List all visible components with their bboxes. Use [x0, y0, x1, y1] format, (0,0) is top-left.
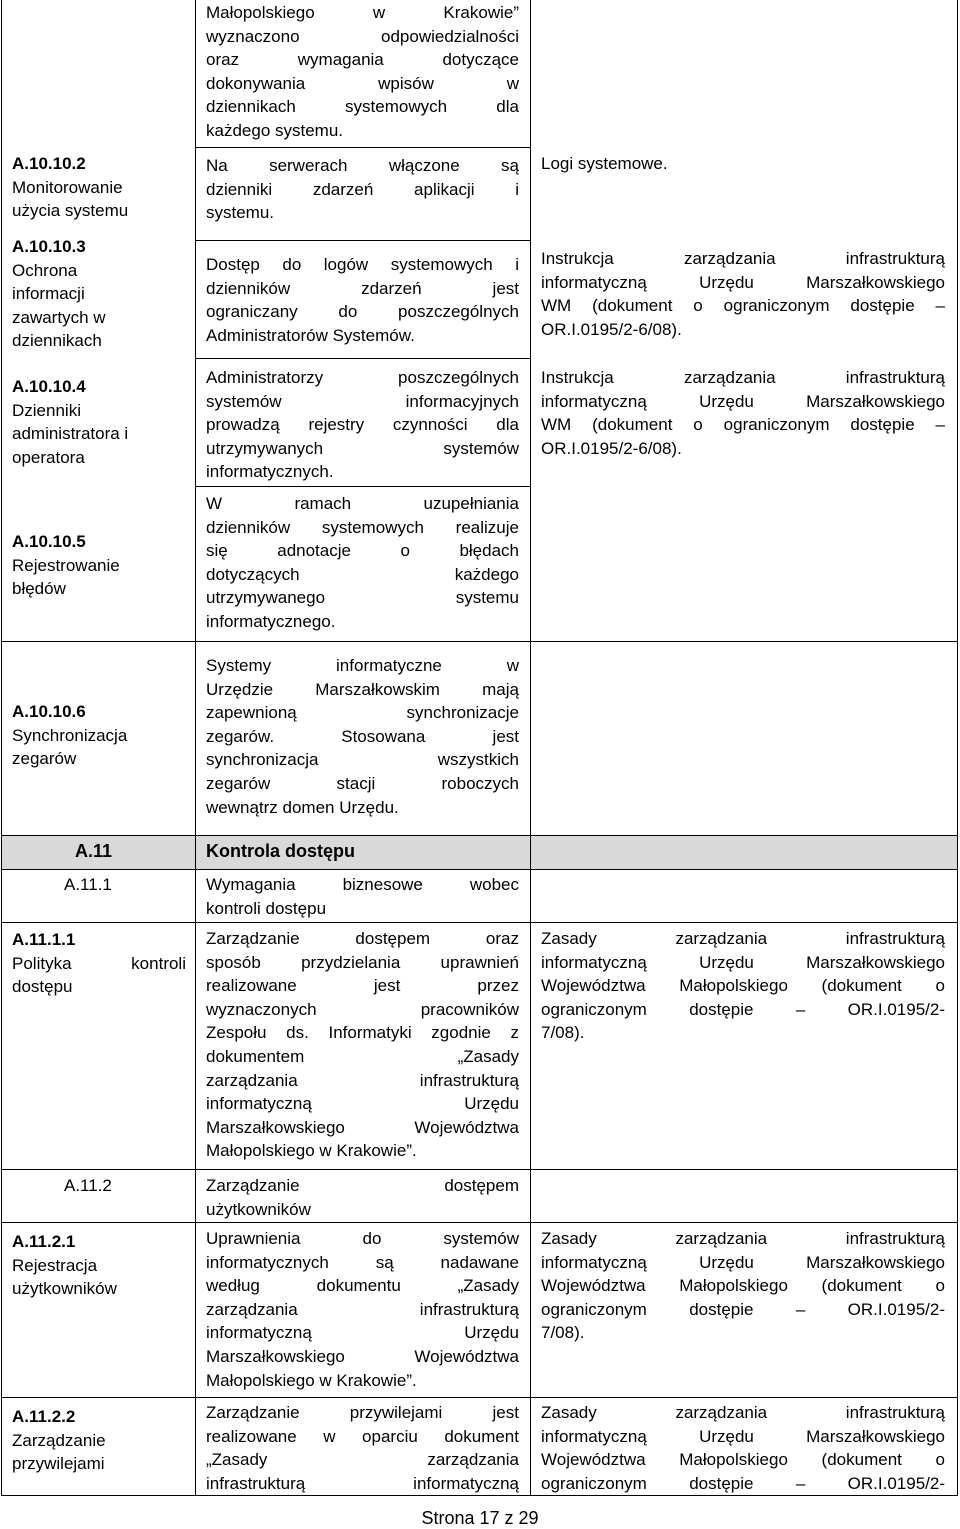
text-line: wyznaczonych pracowników — [206, 999, 519, 1019]
text-line: Administratorów Systemów. — [206, 325, 415, 345]
text-line: oraz wymagania dotyczące — [206, 50, 519, 70]
row-a1122 — [12, 1405, 190, 1476]
row-name-line: Synchronizacja — [12, 725, 128, 745]
text-line: informatyczną Urzędu — [206, 1094, 519, 1114]
text-line: W ramach uzupełniania — [206, 494, 519, 513]
text-line: Logi systemowe. — [541, 154, 668, 173]
row-a1111 — [12, 928, 186, 999]
text-line: informatyczną Urzędu Marszałkowskiego — [541, 1426, 945, 1446]
text-line: dzienników systemowych realizuje — [206, 517, 519, 537]
text-line: Marszałkowskiego Województwa — [206, 1117, 519, 1137]
row-name-line: administratora i — [12, 424, 129, 444]
text-line: informatycznych są nadawane — [206, 1252, 519, 1272]
section-title: Kontrola dostępu — [206, 841, 355, 861]
text-line: OR.I.0195/2-6/08). — [541, 438, 682, 458]
row-name-line: Zarządzanie — [12, 1430, 106, 1450]
text-line: Małopolskiego w Krakowie” — [206, 3, 519, 22]
subsection-id: A.11.1 — [64, 875, 112, 894]
text-line: informatyczną Urzędu Marszałkowskiego — [541, 272, 945, 292]
table-border-right — [957, 0, 958, 1496]
row-id: A.10.10.5 — [12, 532, 86, 551]
page-number: Strona 17 z 29 — [421, 1508, 539, 1528]
ref-admin-logs — [541, 366, 945, 460]
row-name-line: Ochrona — [12, 260, 78, 280]
text-line: Zasady zarządzania infrastrukturą — [541, 929, 945, 948]
row-id: A.10.10.6 — [12, 702, 86, 721]
text-line: utrzymywanych systemów — [206, 438, 519, 458]
text-line: zegarów. Stosowana jest — [206, 726, 519, 746]
text-line: 7/08). — [541, 1023, 585, 1043]
text-line: synchronizacja wszystkich — [206, 750, 519, 770]
text-line: informatyczną Urzędu Marszałkowskiego — [541, 1252, 945, 1272]
text-line: WM (dokument o ograniczonym dostępie – — [541, 415, 945, 435]
row-id: A.11.1.1 — [12, 930, 76, 949]
text-line: informatycznego. — [206, 611, 336, 631]
cell-access-policy — [206, 927, 519, 1163]
text-line: WM (dokument o ograniczonym dostępie – — [541, 296, 945, 316]
text-line: Dostęp do logów systemowych i — [206, 255, 519, 274]
row-a10102 — [12, 152, 190, 223]
cell-divider — [195, 486, 531, 487]
ref-monitoring — [541, 152, 945, 176]
cell-divider — [195, 240, 531, 241]
cell-divider — [195, 358, 531, 359]
row-name-line: Polityka kontroli — [12, 953, 186, 973]
text-line: systemów informacyjnych — [206, 391, 519, 411]
text-line: Instrukcja zarządzania infrastrukturą — [541, 368, 945, 387]
text-line: infrastrukturą informatyczną — [206, 1473, 519, 1493]
text-line: dziennikach systemowych dla — [206, 97, 519, 117]
text-line: zegarów stacji roboczych — [206, 773, 519, 793]
section-header-band — [1, 835, 957, 869]
row-divider — [1, 869, 958, 870]
row-name-line: błędów — [12, 579, 66, 599]
text-line: ograniczonym dostępie – OR.I.0195/2- — [541, 1473, 945, 1493]
text-line: wyznaczono odpowiedzialności — [206, 26, 519, 46]
text-line: każdego systemu. — [206, 120, 344, 140]
row-a10103 — [12, 235, 190, 353]
text-line: Zasady zarządzania infrastrukturą — [541, 1229, 945, 1248]
row-name-line: zawartych w — [12, 307, 106, 327]
row-id: A.10.10.4 — [12, 377, 86, 396]
row-divider — [1, 641, 958, 642]
text-line: informatyczną Urzędu Marszałkowskiego — [541, 391, 945, 411]
text-line: systemu. — [206, 203, 275, 223]
row-id: A.11.2.1 — [12, 1232, 76, 1251]
text-line: dzienniki zdarzeń aplikacji i — [206, 179, 519, 199]
text-line: ograniczonym dostępie – OR.I.0195/2- — [541, 1299, 945, 1319]
text-line: dokonywania wpisów w — [206, 73, 519, 93]
text-line: zarządzania infrastrukturą — [206, 1299, 519, 1319]
text-line: kontroli dostępu — [206, 898, 327, 918]
ref-privilege-management — [541, 1401, 945, 1495]
text-line: Wymagania biznesowe wobec — [206, 875, 519, 894]
row-name-line: użycia systemu — [12, 201, 129, 221]
text-line: Małopolskiego w Krakowie”. — [206, 1141, 417, 1161]
row-name-line: dziennikach — [12, 331, 102, 351]
table-border-col1 — [195, 0, 196, 1496]
text-line: Marszałkowskiego Województwa — [206, 1346, 519, 1366]
text-line: ograniczonym dostępie – OR.I.0195/2- — [541, 999, 945, 1019]
text-line: Zarządzanie dostępem oraz — [206, 929, 519, 948]
text-line: dokumentem „Zasady — [206, 1046, 519, 1066]
text-line: Urzędzie Marszałkowskim mają — [206, 679, 519, 699]
subsection-title — [206, 1174, 519, 1221]
table-border-left — [1, 0, 2, 1496]
cell-log-protection — [206, 253, 519, 347]
row-name-line: informacji — [12, 284, 85, 304]
cell-error-logging — [206, 492, 519, 634]
row-name-line: Rejestracja — [12, 1255, 98, 1275]
text-line: utrzymywanego systemu — [206, 588, 519, 608]
text-line: Województwa Małopolskiego (dokument o — [541, 1450, 945, 1470]
text-line: wewnątrz domen Urzędu. — [206, 797, 399, 817]
cell-clock-sync — [206, 654, 519, 819]
cell-divider — [195, 147, 531, 148]
row-id: A.11.2.2 — [12, 1407, 76, 1426]
text-line: Województwa Małopolskiego (dokument o — [541, 1276, 945, 1296]
row-a10104 — [12, 375, 190, 469]
row-a10106 — [12, 700, 190, 771]
text-line: prowadzą rejestry czynności dla — [206, 415, 519, 435]
row-name-line: użytkowników — [12, 1279, 117, 1299]
section-id: A.11 — [75, 841, 113, 861]
text-line: Województwa Małopolskiego (dokument o — [541, 976, 945, 996]
row-name-line: przywilejami — [12, 1454, 105, 1474]
row-id: A.10.10.2 — [12, 154, 86, 173]
text-line: Małopolskiego w Krakowie”. — [206, 1370, 417, 1390]
row-divider — [1, 1169, 958, 1170]
text-line: „Zasady zarządzania — [206, 1450, 519, 1470]
text-line: zapewnioną synchronizacje — [206, 703, 519, 723]
text-line: Na serwerach włączone są — [206, 156, 519, 175]
text-line: realizowane w oparciu dokument — [206, 1426, 519, 1446]
row-divider — [1, 922, 958, 923]
row-name-line: zegarów — [12, 749, 77, 769]
row-name-line: operatora — [12, 447, 85, 467]
text-line: realizowane jest przez — [206, 976, 519, 996]
text-line: użytkowników — [206, 1199, 311, 1219]
text-line: Instrukcja zarządzania infrastrukturą — [541, 249, 945, 268]
text-line: sposób przydzielania uprawnień — [206, 952, 519, 972]
cell-privilege-management — [206, 1401, 519, 1495]
text-line: Systemy informatyczne w — [206, 656, 519, 675]
text-line: się adnotacje o błędach — [206, 541, 519, 561]
text-line: OR.I.0195/2-6/08). — [541, 319, 682, 339]
row-name-line: Dzienniki — [12, 400, 81, 420]
ref-user-registration — [541, 1227, 945, 1345]
text-line: dotyczących każdego — [206, 564, 519, 584]
row-divider — [1, 1397, 958, 1398]
text-line: informatyczną Urzędu Marszałkowskiego — [541, 952, 945, 972]
row-id: A.10.10.3 — [12, 237, 86, 256]
text-line: dzienników zdarzeń jest — [206, 278, 519, 298]
text-line: informatycznych. — [206, 462, 334, 482]
cell-user-registration — [206, 1227, 519, 1392]
row-divider — [1, 835, 958, 836]
table-border-col2 — [530, 0, 531, 1496]
subsection-id: A.11.2 — [64, 1176, 112, 1195]
text-line: Zarządzanie dostępem — [206, 1176, 519, 1195]
text-line: Zespołu ds. Informatyki zgodnie z — [206, 1023, 519, 1043]
text-line: Zasady zarządzania infrastrukturą — [541, 1403, 945, 1422]
ref-access-policy — [541, 927, 945, 1045]
row-name-line: Rejestrowanie — [12, 555, 120, 575]
text-line: zarządzania infrastrukturą — [206, 1070, 519, 1090]
row-name-line: Monitorowanie — [12, 177, 123, 197]
text-line: informatyczną Urzędu — [206, 1323, 519, 1343]
row-divider — [1, 1222, 958, 1223]
text-line: 7/08). — [541, 1323, 585, 1343]
text-line: Zarządzanie przywilejami jest — [206, 1403, 519, 1422]
text-line: według dokumentu „Zasady — [206, 1276, 519, 1296]
text-line: Administratorzy poszczególnych — [206, 368, 519, 387]
text-line: Uprawnienia do systemów — [206, 1229, 519, 1248]
subsection-title — [206, 873, 519, 920]
cell-policy-continued — [206, 1, 519, 143]
row-name-line: dostępu — [12, 977, 73, 997]
cell-monitoring — [206, 154, 519, 225]
text-line: ograniczany do poszczególnych — [206, 302, 519, 322]
ref-log-protection — [541, 247, 945, 341]
row-a1121 — [12, 1230, 190, 1301]
cell-admin-logs — [206, 366, 519, 484]
row-a10105 — [12, 530, 190, 601]
